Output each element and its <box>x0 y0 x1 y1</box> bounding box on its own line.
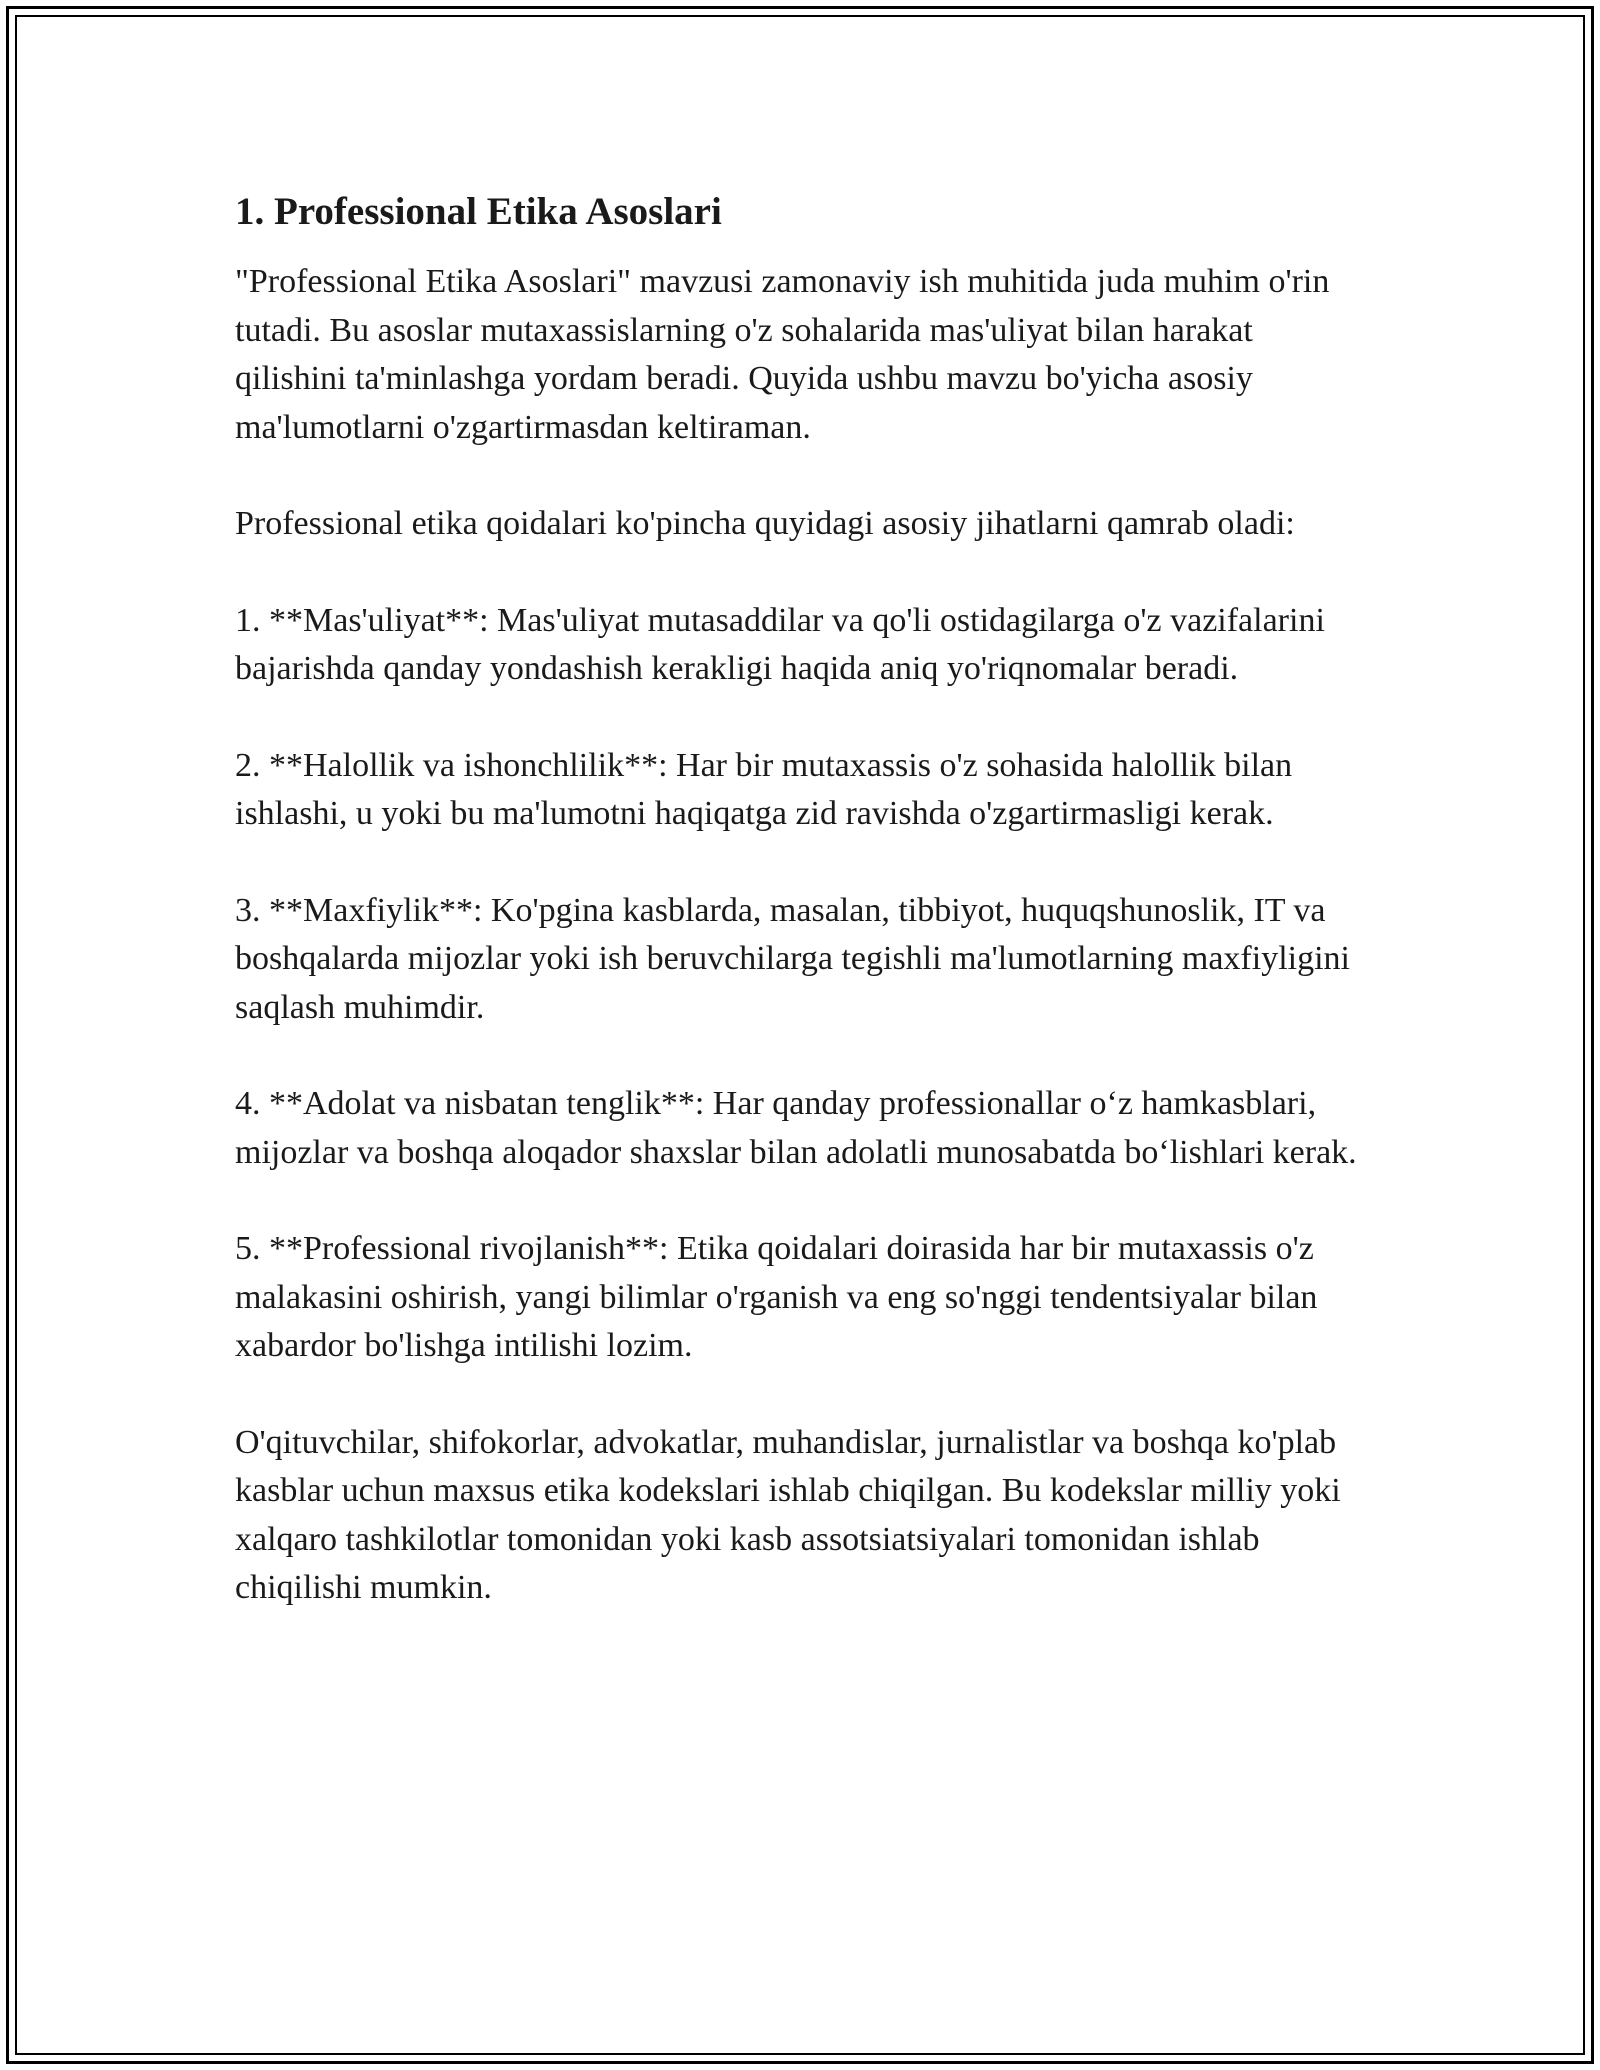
list-item-fairness: 4. **Adolat va nisbatan tenglik**: Har qanday professionallar o‘z hamkasblari, mijozlar va boshqa aloqador shaxslar bilan adolatli munosabatda bo‘lishlari kerak. <box>235 1085 1357 1171</box>
intro-paragraph: "Professional Etika Asoslari" mavzusi zamonaviy ish muhitida juda muhim o'rin tutadi. Bu asoslar mutaxassislarning o'z sohalarida mas'uliyat bilan harakat qilishini ta'minlashga yordam beradi. Quyida ushbu mavzu bo'yicha asosiy ma'lumotlarni o'zgartirmasdan keltiraman. <box>235 263 1330 446</box>
list-item-responsibility: 1. **Mas'uliyat**: Mas'uliyat mutasaddilar va qo'li ostidagilarga o'z vazifalarini bajarishda qanday yondashish kerakligi haqida aniq yo'riqnomalar beradi. <box>235 601 1325 687</box>
document-body <box>235 184 1370 1661</box>
list-intro-paragraph: Professional etika qoidalari ko'pincha quyidagi asosiy jihatlarni qamrab oladi: <box>235 505 1295 542</box>
list-item-development: 5. **Professional rivojlanish**: Etika qoidalari doirasida har bir mutaxassis o'z malakasini oshirish, yangi bilimlar o'rganish va eng so'nggi tendentsiyalar bilan xabardor bo'lishga intilishi lozim. <box>235 1230 1318 1364</box>
closing-paragraph: O'qituvchilar, shifokorlar, advokatlar, muhandislar, jurnalistlar va boshqa ko'plab kasblar uchun maxsus etika kodekslari ishlab chiqilgan. Bu kodekslar milliy yoki xalqaro tashkilotlar tomonidan yoki kasb assotsiatsiyalari tomonidan ishlab chiqilishi mumkin. <box>235 1423 1341 1606</box>
list-item-honesty: 2. **Halollik va ishonchlilik**: Har bir mutaxassis o'z sohasida halollik bilan ishlashi, u yoki bu ma'lumotni haqiqatga zid ravishda o'zgartirmasligi kerak. <box>235 746 1293 832</box>
document-title: 1. Professional Etika Asoslari <box>235 190 722 233</box>
list-item-confidentiality: 3. **Maxfiylik**: Ko'pgina kasblarda, masalan, tibbiyot, huquqshunoslik, IT va boshqalarda mijozlar yoki ish beruvchilarga tegishli ma'lumotlarning maxfiyligini saqlash muhimdir. <box>235 891 1350 1026</box>
